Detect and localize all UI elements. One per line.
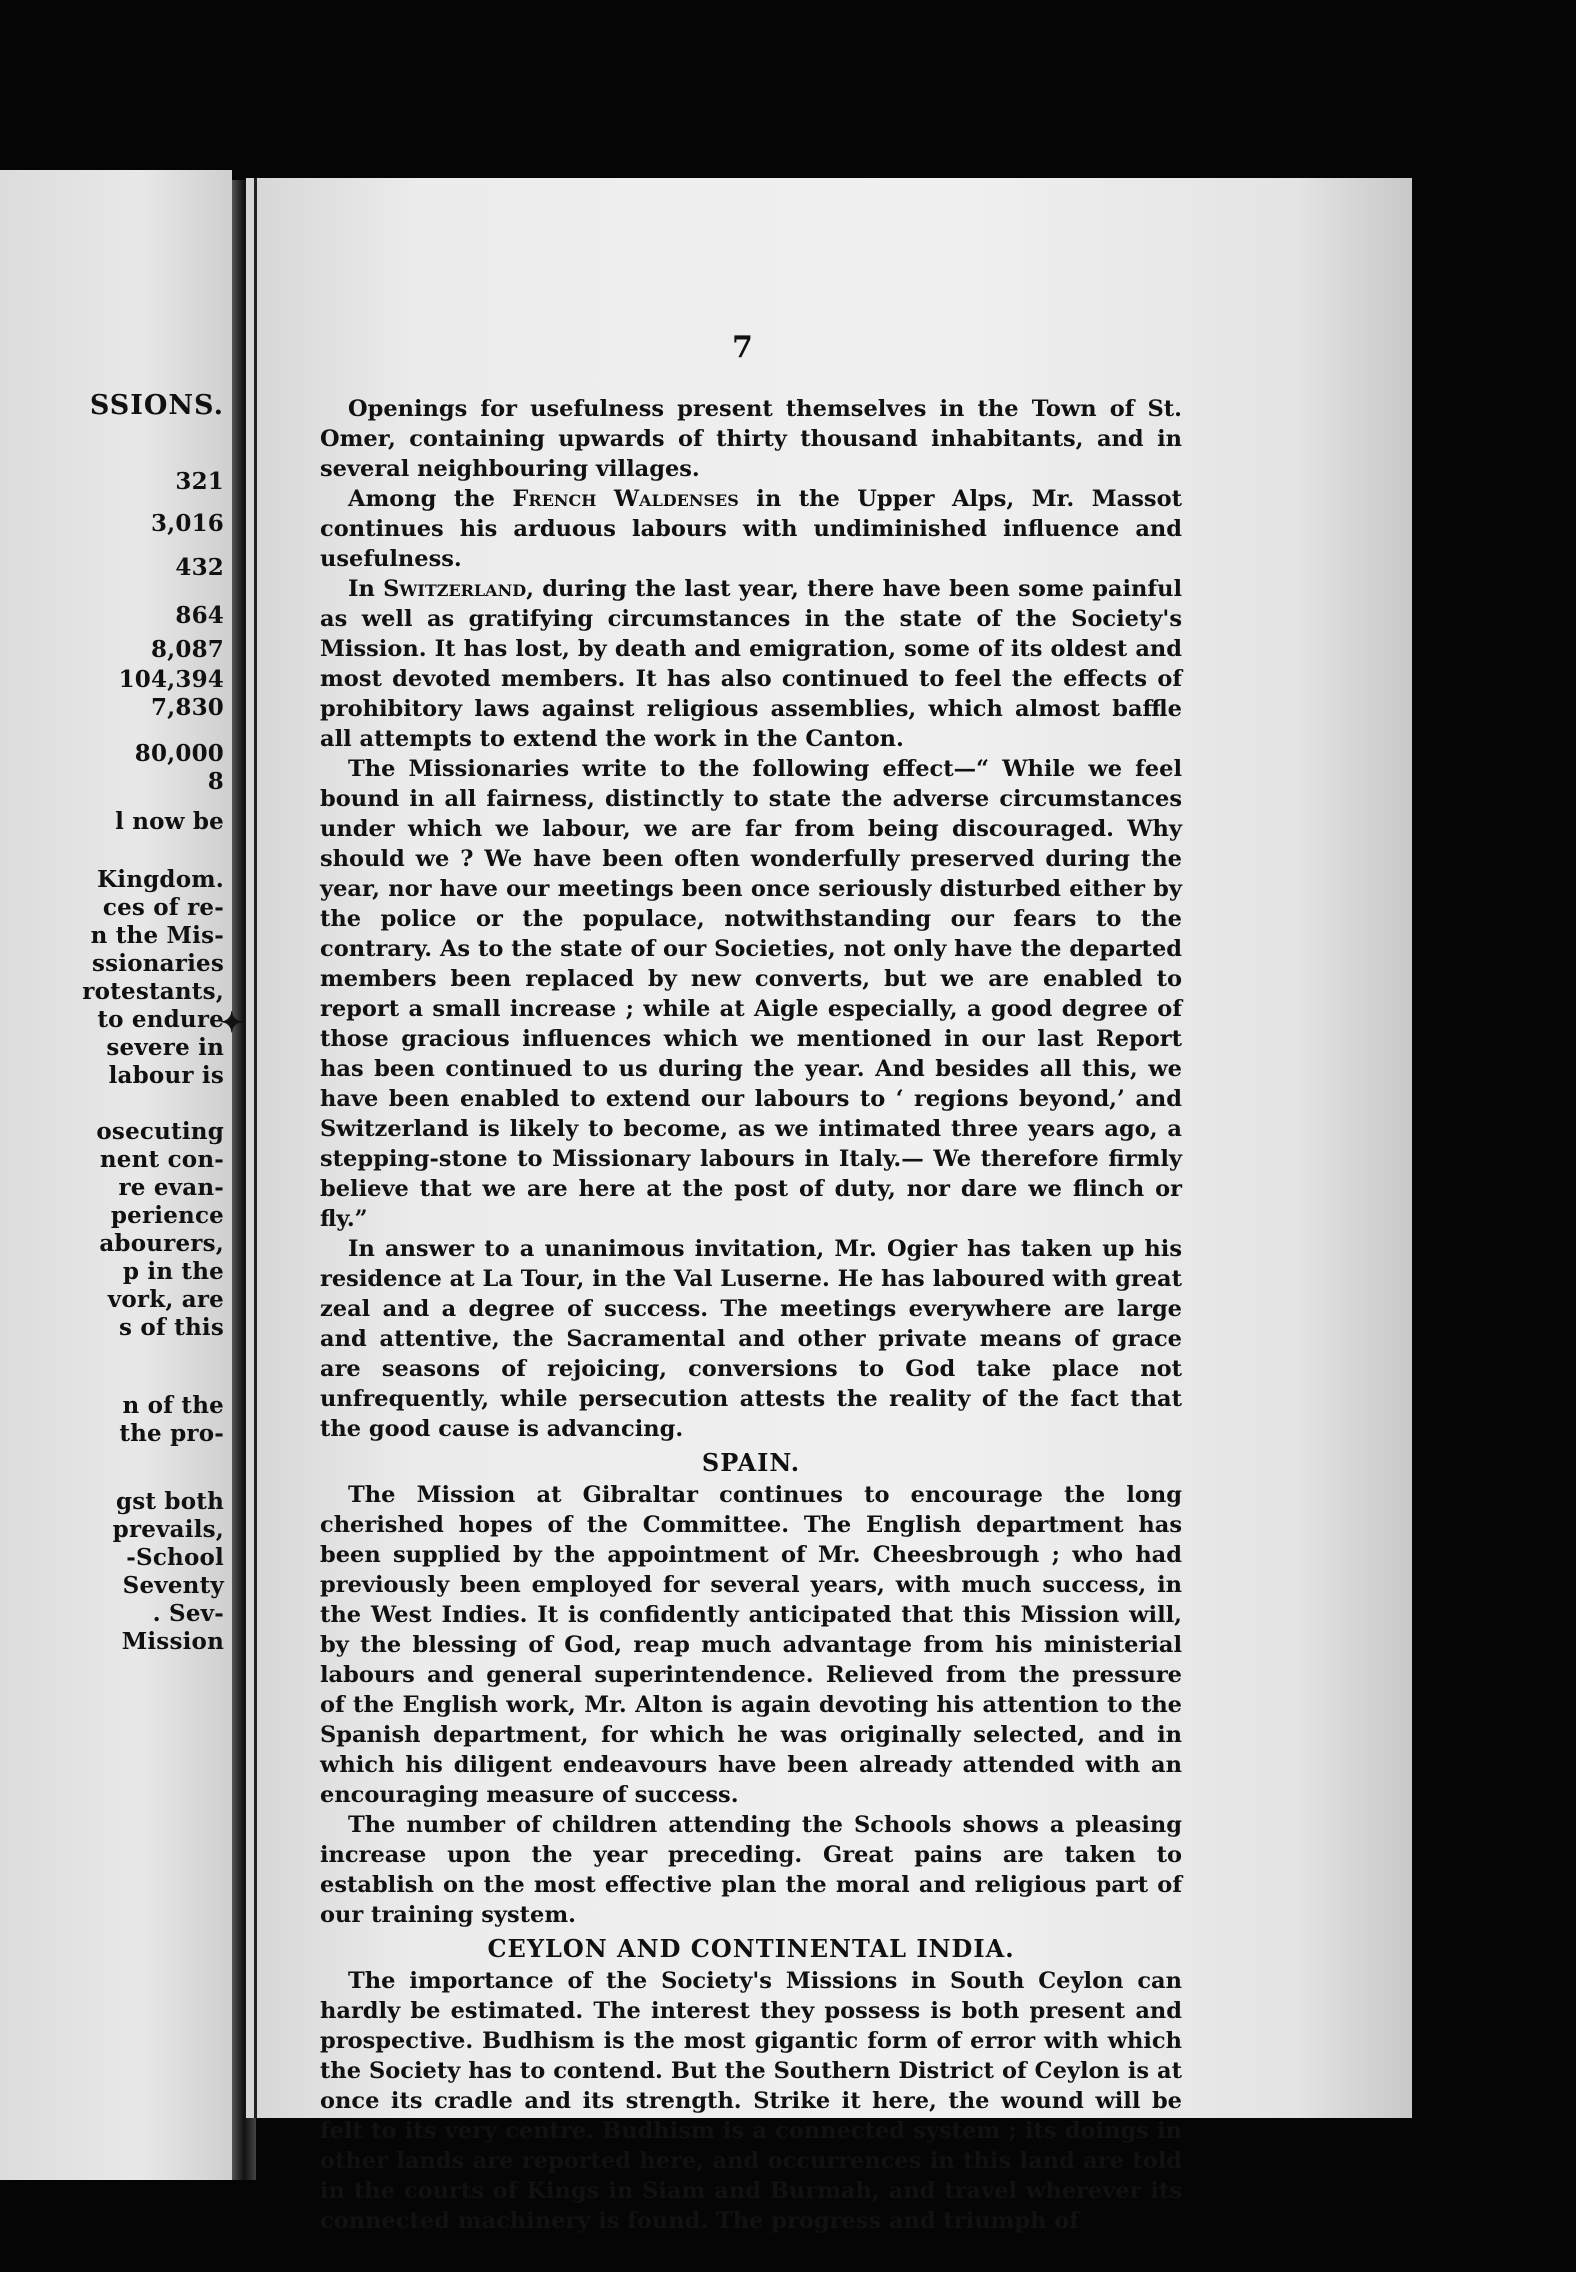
left-page-line: 7,830 <box>150 694 224 721</box>
left-page-line: Mission <box>121 1628 224 1655</box>
left-page-line: 8 <box>207 768 224 795</box>
left-page-line: 864 <box>175 602 224 629</box>
left-page-heading: SSIONS. <box>89 390 224 421</box>
margin-pencil-mark: ✦ <box>220 1006 244 1039</box>
left-page-line: rotestants, <box>82 978 224 1005</box>
left-page-line: 3,016 <box>150 510 224 537</box>
paragraph-missionaries-quote: The Missionaries write to the following effect—“ While we feel bound in all fairness, distinctly to state the adverse circumstances under which we labour, we are far from being discouraged. Why should we ? We have been often wonderfully preserved during the year, nor have our meetings been once seriously disturbed either by the police or the populace, notwithstanding our fears to the contrary. As to the state of our Societies, not only have the departed members been replaced by new converts, but we are enabled to report a small increase ; while at Aigle especially, a good degree of those gracious influences which we mentioned in our last Report has been continued to us during the year. And besides all this, we have been enabled to extend our labours to ‘ regions beyond,’ and Switzerland is likely to become, as we intimated three years ago, a stepping-stone to Missionary labours in Italy.— We therefore firmly believe that we are here at the post of duty, nor dare we flinch or fly.” <box>320 756 1182 1232</box>
heading-ceylon: CEYLON AND CONTINENTAL INDIA. <box>487 1934 1015 1963</box>
left-page-line: 8,087 <box>150 636 224 663</box>
left-page-line: Kingdom. <box>97 866 224 893</box>
left-page-line: -School <box>126 1544 224 1571</box>
left-page-line: l now be <box>115 808 224 835</box>
paragraph-ogier: In answer to a unanimous invitation, Mr. Ogier has taken up his residence at La Tour, in the Val Luserne. He has laboured with great zeal and a degree of success. The meetings everywhere are large and attentive, the Sacramental and other private means of grace are seasons of rejoicing, conversions to God take place not unfrequently, while persecution attests the reality of the fact that the good cause is advancing. <box>320 1236 1182 1442</box>
left-page-line: nent con- <box>99 1146 224 1173</box>
paragraph-ceylon: The importance of the Society's Missions in South Ceylon can hardly be estimated. The interest they possess is both present and prospective. Budhism is the most gigantic form of error with which the Society has to contend. But the Southern District of Ceylon is at once its cradle and its strength. Strike it here, the wound will be felt to its very centre. Budhism is a connected system ; its doings in other lands are reported here, and occurrences in this land are told in the courts of Kings in Siam and Burmah, and travel wherever its connected machinery is found. The progress and triumph of <box>320 1968 1182 2234</box>
left-page-fragment <box>0 170 232 2180</box>
left-page-line: n of the <box>122 1392 224 1419</box>
left-page-line: 432 <box>175 554 224 581</box>
left-page-line: gst both <box>115 1488 224 1515</box>
left-page-line: severe in <box>106 1034 224 1061</box>
left-page-line: re evan- <box>118 1174 224 1201</box>
left-page-line: perience <box>110 1202 224 1229</box>
left-page-line: abourers, <box>99 1230 224 1257</box>
main-text <box>320 394 1182 2236</box>
left-page-line: Seventy <box>122 1572 224 1599</box>
left-page-line: ces of re- <box>102 894 224 921</box>
left-page-line: ssionaries <box>91 950 224 977</box>
left-page-line: . Sev- <box>152 1600 224 1627</box>
paragraph-switzerland: In Switzerland, during the last year, there have been some painful as well as gratifying circumstances in the state of the Society's Mission. It has lost, by death and emigration, some of its oldest and most devoted members. It has also continued to feel the effects of prohibitory laws against religious assemblies, which almost baffle all attempts to extend the work in the Canton. <box>320 576 1183 752</box>
left-page-line: labour is <box>108 1062 224 1089</box>
left-page-line: p in the <box>122 1258 224 1285</box>
heading-spain: SPAIN. <box>701 1448 801 1477</box>
paragraph-french-waldenses: Among the French Waldenses in the Upper Alps, Mr. Massot continues his arduous labours with undiminished influence and usefulness. <box>320 486 1182 572</box>
left-page-line: osecuting <box>96 1118 224 1145</box>
left-page-line: 321 <box>175 468 224 495</box>
paragraph-gibraltar: The Mission at Gibraltar continues to encourage the long cherished hopes of the Committee. The English department has been supplied by the appointment of Mr. Cheesbrough ; who had previously been employed for several years, with much success, in the West Indies. It is confidently anticipated that this Mission will, by the blessing of God, reap much advantage from his ministerial labours and general superintendence. Relieved from the pressure of the English work, Mr. Alton is again devoting his attention to the Spanish department, for which he was originally selected, and in which his diligent endeavours have been already attended with an encouraging measure of success. <box>320 1482 1182 1808</box>
left-page-line: s of this <box>118 1314 224 1341</box>
left-page-line: 80,000 <box>134 740 224 767</box>
left-page-line: vork, are <box>107 1286 224 1313</box>
left-page-line: the pro- <box>119 1420 224 1447</box>
page-number: 7 <box>732 330 753 365</box>
left-page-line: to endure <box>97 1006 224 1033</box>
paragraph-schools: The number of children attending the Schools shows a pleasing increase upon the year preceding. Great pains are taken to establish on the most effective plan the moral and religious part of our training system. <box>320 1812 1182 1928</box>
margin-rule <box>254 178 257 2118</box>
left-page-line: 104,394 <box>118 666 224 693</box>
left-page-line: n the Mis- <box>90 922 224 949</box>
main-page <box>220 178 1412 2234</box>
left-page-line: prevails, <box>112 1516 224 1543</box>
paragraph-st-omer: Openings for usefulness present themselves in the Town of St. Omer, containing upwards of thirty thousand inhabitants, and in several neighbouring villages. <box>320 396 1182 482</box>
